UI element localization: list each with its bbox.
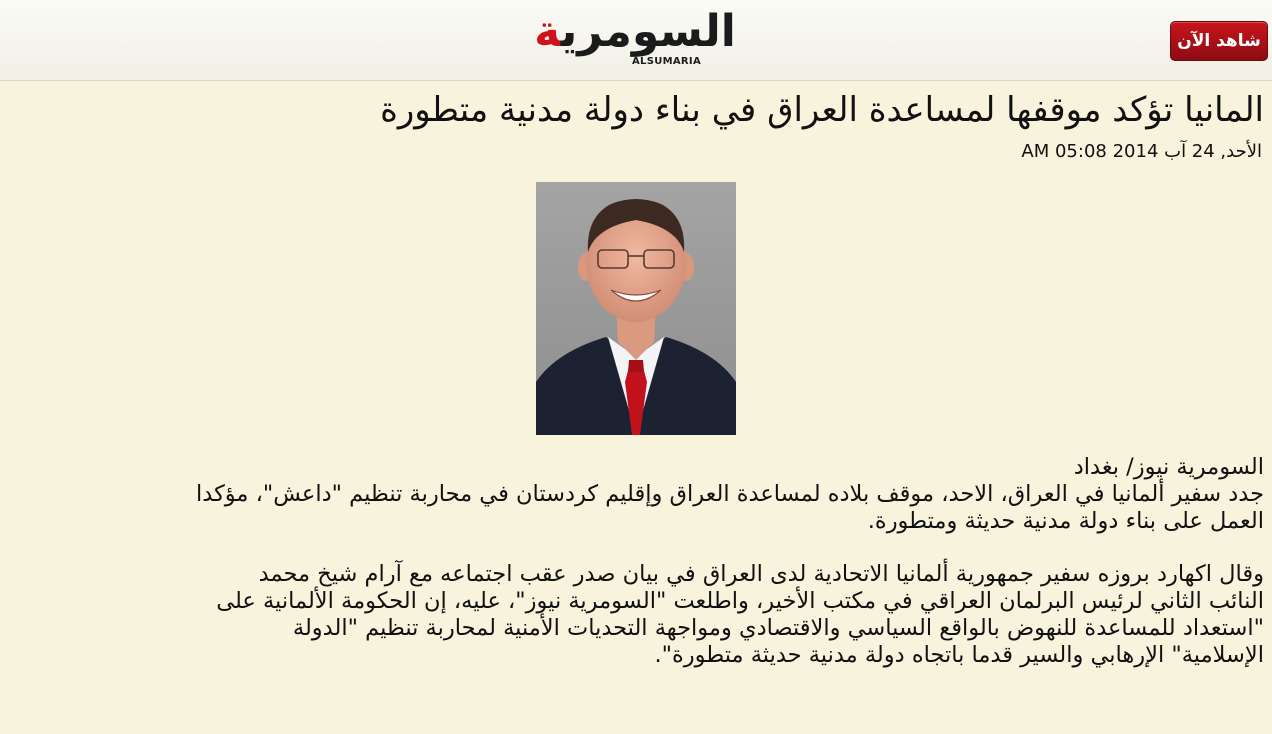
article-photo	[536, 182, 736, 435]
paragraph-spacer	[20, 535, 1264, 561]
paragraph-1-line-2: العمل على بناء دولة مدنية حديثة ومتطورة.	[867, 508, 1264, 534]
article-body	[20, 454, 1264, 669]
logo-arabic-wordmark	[520, 6, 750, 58]
paragraph-2-line-3: "استعداد للمساعدة للنهوض بالواقع السياسي والاقتصادي ومواجهة التحديات الأمنية لمحاربة تنظيم "الدولة	[292, 615, 1264, 641]
article-date: الأحد, 24 آب 2014 05:08 AM	[1021, 141, 1262, 162]
portrait-photo-icon	[536, 182, 736, 435]
article-dateline: السومرية نيوز/ بغداد	[1073, 454, 1264, 480]
logo-arabic-red: ة	[534, 6, 561, 57]
logo-english-wordmark: ALSUMARIA	[632, 56, 701, 67]
paragraph-2-line-4: الإسلامية" الإرهابي والسير قدما باتجاه دولة مدنية حديثة متطورة".	[654, 642, 1264, 668]
watch-now-button[interactable]: شاهد الآن	[1170, 21, 1268, 61]
paragraph-1-line-1: جدد سفير ألمانيا في العراق، الاحد، موقف بلاده لمساعدة العراق وإقليم كردستان في محاربة تنظيم "داعش"، مؤكدا	[196, 481, 1264, 507]
article-title: المانيا تؤكد موقفها لمساعدة العراق في بناء دولة مدنية متطورة	[380, 90, 1264, 130]
logo-arabic-dark: السومري	[560, 6, 736, 57]
top-bar	[0, 0, 1272, 81]
paragraph-2-line-1: وقال اكهارد بروزه سفير جمهورية ألمانيا الاتحادية لدى العراق في بيان صدر عقب اجتماعه مع آرام شيخ محمد	[258, 561, 1264, 587]
paragraph-2-line-2: النائب الثاني لرئيس البرلمان العراقي في مكتب الأخير، واطلعت "السومرية نيوز"، عليه، إن الحكومة الألمانية على	[216, 588, 1264, 614]
alsumaria-logo[interactable]	[520, 6, 750, 72]
